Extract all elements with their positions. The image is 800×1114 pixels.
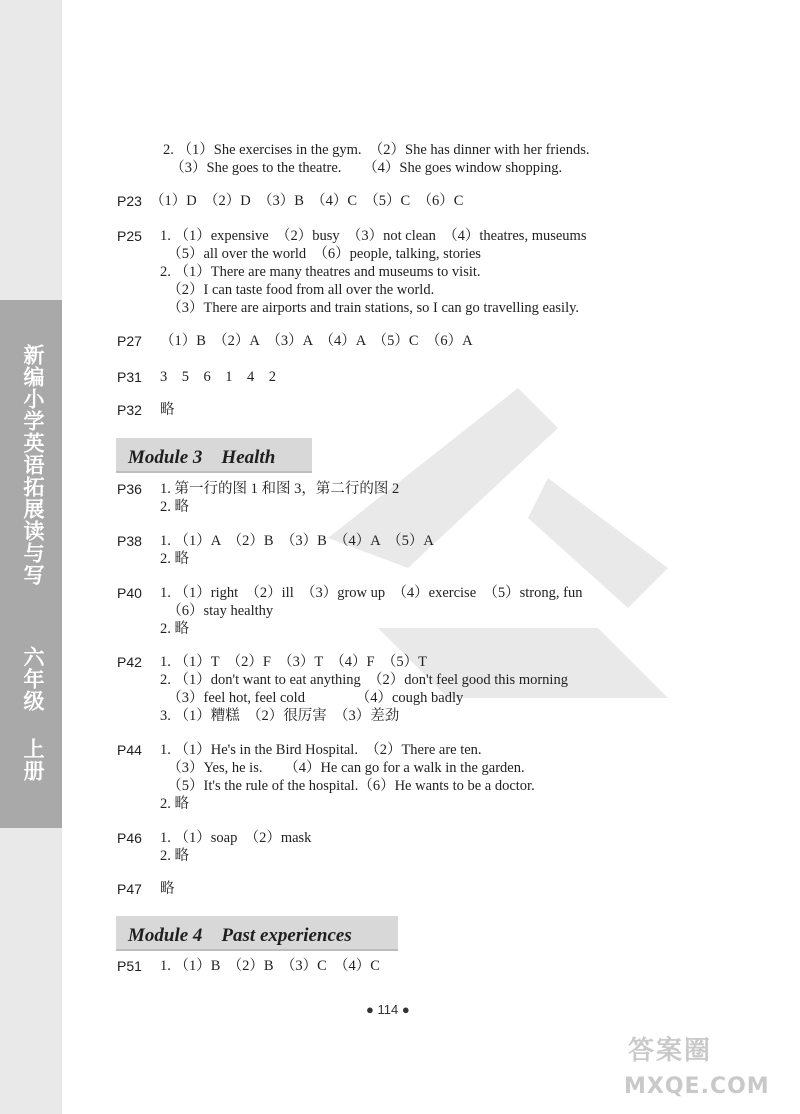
page-ref-label: P40 xyxy=(117,585,142,601)
answer-line: 2. （1）don't want to eat anything （2）don't feel good this morning xyxy=(160,672,568,688)
watermark-stamp-text: 答案圈 xyxy=(628,1036,713,1066)
answer-line: （3）feel hot, feel cold （4）cough badly xyxy=(160,690,464,706)
answer-line: （2）I can taste food from all over the world. xyxy=(160,282,435,298)
page-ref-label: P36 xyxy=(117,481,142,497)
answer-line: 2. （1）There are many theatres and museums to visit. xyxy=(160,264,481,280)
page-ref-label: P38 xyxy=(117,533,142,549)
page-ref-label: P23 xyxy=(117,193,142,209)
answer-line: 2. 略 xyxy=(160,848,189,864)
page-ref-label: P42 xyxy=(117,654,142,670)
answer-line: 3 5 6 1 4 2 xyxy=(160,369,276,385)
watermark-stamp-url: MXQE.COM xyxy=(624,1074,770,1099)
answer-line: （3）There are airports and train stations, so I can go travelling easily. xyxy=(160,300,580,316)
page-ref-label: P46 xyxy=(117,830,142,846)
answer-line: 2. （1）She exercises in the gym. （2）She has dinner with her friends. xyxy=(163,142,590,158)
answer-line: 2. 略 xyxy=(160,499,189,515)
answer-line: （1）B （2）A （3）A （4）A （5）C （6）A xyxy=(160,333,473,349)
answer-line: （3）She goes to the theatre. （4）She goes window shopping. xyxy=(163,160,563,176)
answer-line: 2. 略 xyxy=(160,621,189,637)
module-header xyxy=(116,916,398,951)
page-number: ● 114 ● xyxy=(366,1002,410,1017)
page-ref-label: P51 xyxy=(117,958,142,974)
module-title: Module 3 Health xyxy=(128,447,276,468)
answer-line: （5）It's the rule of the hospital.（6）He wants to be a doctor. xyxy=(160,778,535,794)
page-ref-label: P25 xyxy=(117,228,142,244)
answer-line: （5）all over the world （6）people, talking, stories xyxy=(160,246,481,262)
answer-line: 1. （1）A （2）B （3）B （4）A （5）A xyxy=(160,533,434,549)
answer-line: 2. 略 xyxy=(160,551,189,567)
answer-line: 3. （1）糟糕 （2）很厉害 （3）差劲 xyxy=(160,708,400,724)
answer-line: 略 xyxy=(160,881,175,897)
answer-line: 1. （1）expensive （2）busy （3）not clean （4）theatres, museums xyxy=(160,228,587,244)
answer-line: 略 xyxy=(160,402,175,418)
grade-label: 六年级 xyxy=(21,646,45,712)
volume-label: 上册 xyxy=(21,738,45,782)
answer-line: 1. （1）right （2）ill （3）grow up （4）exercise （5）strong, fun xyxy=(160,585,583,601)
page-ref-label: P47 xyxy=(117,881,142,897)
answer-line: 1. （1）T （2）F （3）T （4）F （5）T xyxy=(160,654,427,670)
page-ref-label: P27 xyxy=(117,333,142,349)
answer-line: 1. （1）soap （2）mask xyxy=(160,830,312,846)
answer-line: （3）Yes, he is. （4）He can go for a walk in the garden. xyxy=(160,760,525,776)
module-title: Module 4 Past experiences xyxy=(128,925,352,946)
answer-line: 2. 略 xyxy=(160,796,189,812)
answer-line: 1. 第一行的图 1 和图 3，第二行的图 2 xyxy=(160,481,400,497)
answer-line: 1. （1）He's in the Bird Hospital. （2）There are ten. xyxy=(160,742,482,758)
answer-line: 1. （1）B （2）B （3）C （4）C xyxy=(160,958,380,974)
book-title: 新编小学英语拓展读与写 xyxy=(21,344,45,586)
page-ref-label: P32 xyxy=(117,402,142,418)
page-ref-label: P44 xyxy=(117,742,142,758)
answer-line: （6）stay healthy xyxy=(160,603,274,619)
page-number-text: 114 xyxy=(377,1002,399,1017)
answer-line: （1）D （2）D （3）B （4）C （5）C （6）C xyxy=(150,193,464,209)
page-ref-label: P31 xyxy=(117,369,142,385)
module-header xyxy=(116,438,312,473)
